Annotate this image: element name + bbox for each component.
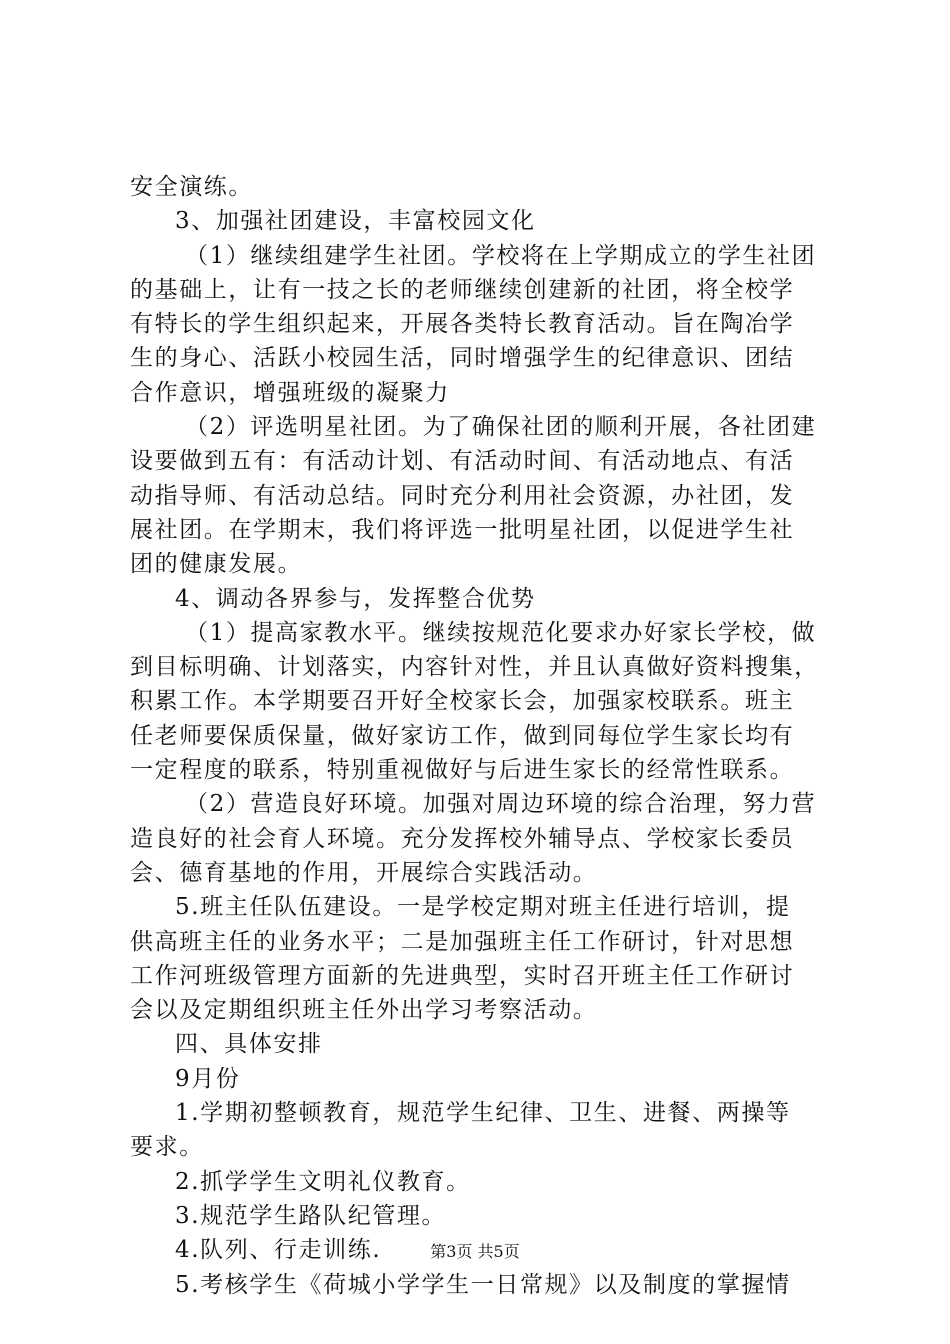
text-line: 动指导师、有活动总结。同时充分利用社会资源，办社团，发: [130, 482, 795, 509]
text-line: （1）提高家教水平。继续按规范化要求办好家长学校，做: [185, 619, 817, 646]
text-line: 9月份: [175, 1065, 241, 1092]
text-line: 到目标明确、计划落实，内容针对性，并且认真做好资料搜集，: [130, 654, 819, 681]
text-line: 团的健康发展。: [130, 551, 303, 578]
text-line: 展社团。在学期末，我们将评选一批明星社团，以促进学生社: [130, 516, 795, 543]
text-line: （1）继续组建学生社团。学校将在上学期成立的学生社团: [185, 242, 817, 269]
text-line: 4.队列、行走训练.: [175, 1237, 382, 1264]
document-body: [130, 170, 830, 1302]
text-line: 有特长的学生组织起来，开展各类特长教育活动。旨在陶冶学: [130, 311, 795, 338]
text-line: 任老师要保质保量，做好家访工作，做到同每位学生家长均有: [130, 722, 795, 749]
text-line: （2）评选明星社团。为了确保社团的顺利开展，各社团建: [185, 414, 817, 441]
text-line: 四、具体安排: [175, 1031, 323, 1058]
text-line: （2）营造良好环境。加强对周边环境的综合治理，努力营: [185, 791, 817, 818]
text-line: 工作河班级管理方面新的先进典型，实时召开班主任工作研讨: [130, 962, 795, 989]
text-line: 合作意识，增强班级的凝聚力: [130, 379, 450, 406]
text-line: 生的身心、活跃小校园生活，同时增强学生的纪律意识、团结: [130, 345, 795, 372]
text-line: 造良好的社会育人环境。充分发挥校外辅导点、学校家长委员: [130, 825, 795, 852]
text-line: 供高班主任的业务水平；二是加强班主任工作研讨，针对思想: [130, 928, 795, 955]
text-line: 1.学期初整顿教育，规范学生纪律、卫生、进餐、两操等: [175, 1100, 791, 1127]
text-line: 3.规范学生路队纪管理。: [175, 1202, 447, 1229]
text-line: 的基础上，让有一技之长的老师继续创建新的社团，将全校学: [130, 276, 795, 303]
text-line: 5.班主任队伍建设。一是学校定期对班主任进行培训，提: [175, 894, 791, 921]
text-line: 一定程度的联系，特别重视做好与后进生家长的经常性联系。: [130, 757, 795, 784]
text-line: 4、调动各界参与，发挥整合优势: [175, 585, 536, 612]
page-footer: 第3页 共5页: [430, 1242, 520, 1261]
text-line: 积累工作。本学期要召开好全校家长会，加强家校联系。班主: [130, 688, 795, 715]
text-line: 设要做到五有：有活动计划、有活动时间、有活动地点、有活: [130, 448, 795, 475]
text-line: 安全演练。: [130, 174, 253, 200]
text-line: 2.抓学学生文明礼仪教育。: [175, 1168, 471, 1195]
text-line: 要求。: [130, 1134, 204, 1161]
text-line: 会、德育基地的作用，开展综合实践活动。: [130, 859, 598, 886]
text-line: 会以及定期组织班主任外出学习考察活动。: [130, 997, 598, 1024]
text-line: 5.考核学生《荷城小学学生一日常规》以及制度的掌握情: [175, 1271, 791, 1298]
text-line: 3、加强社团建设，丰富校园文化: [175, 208, 536, 235]
